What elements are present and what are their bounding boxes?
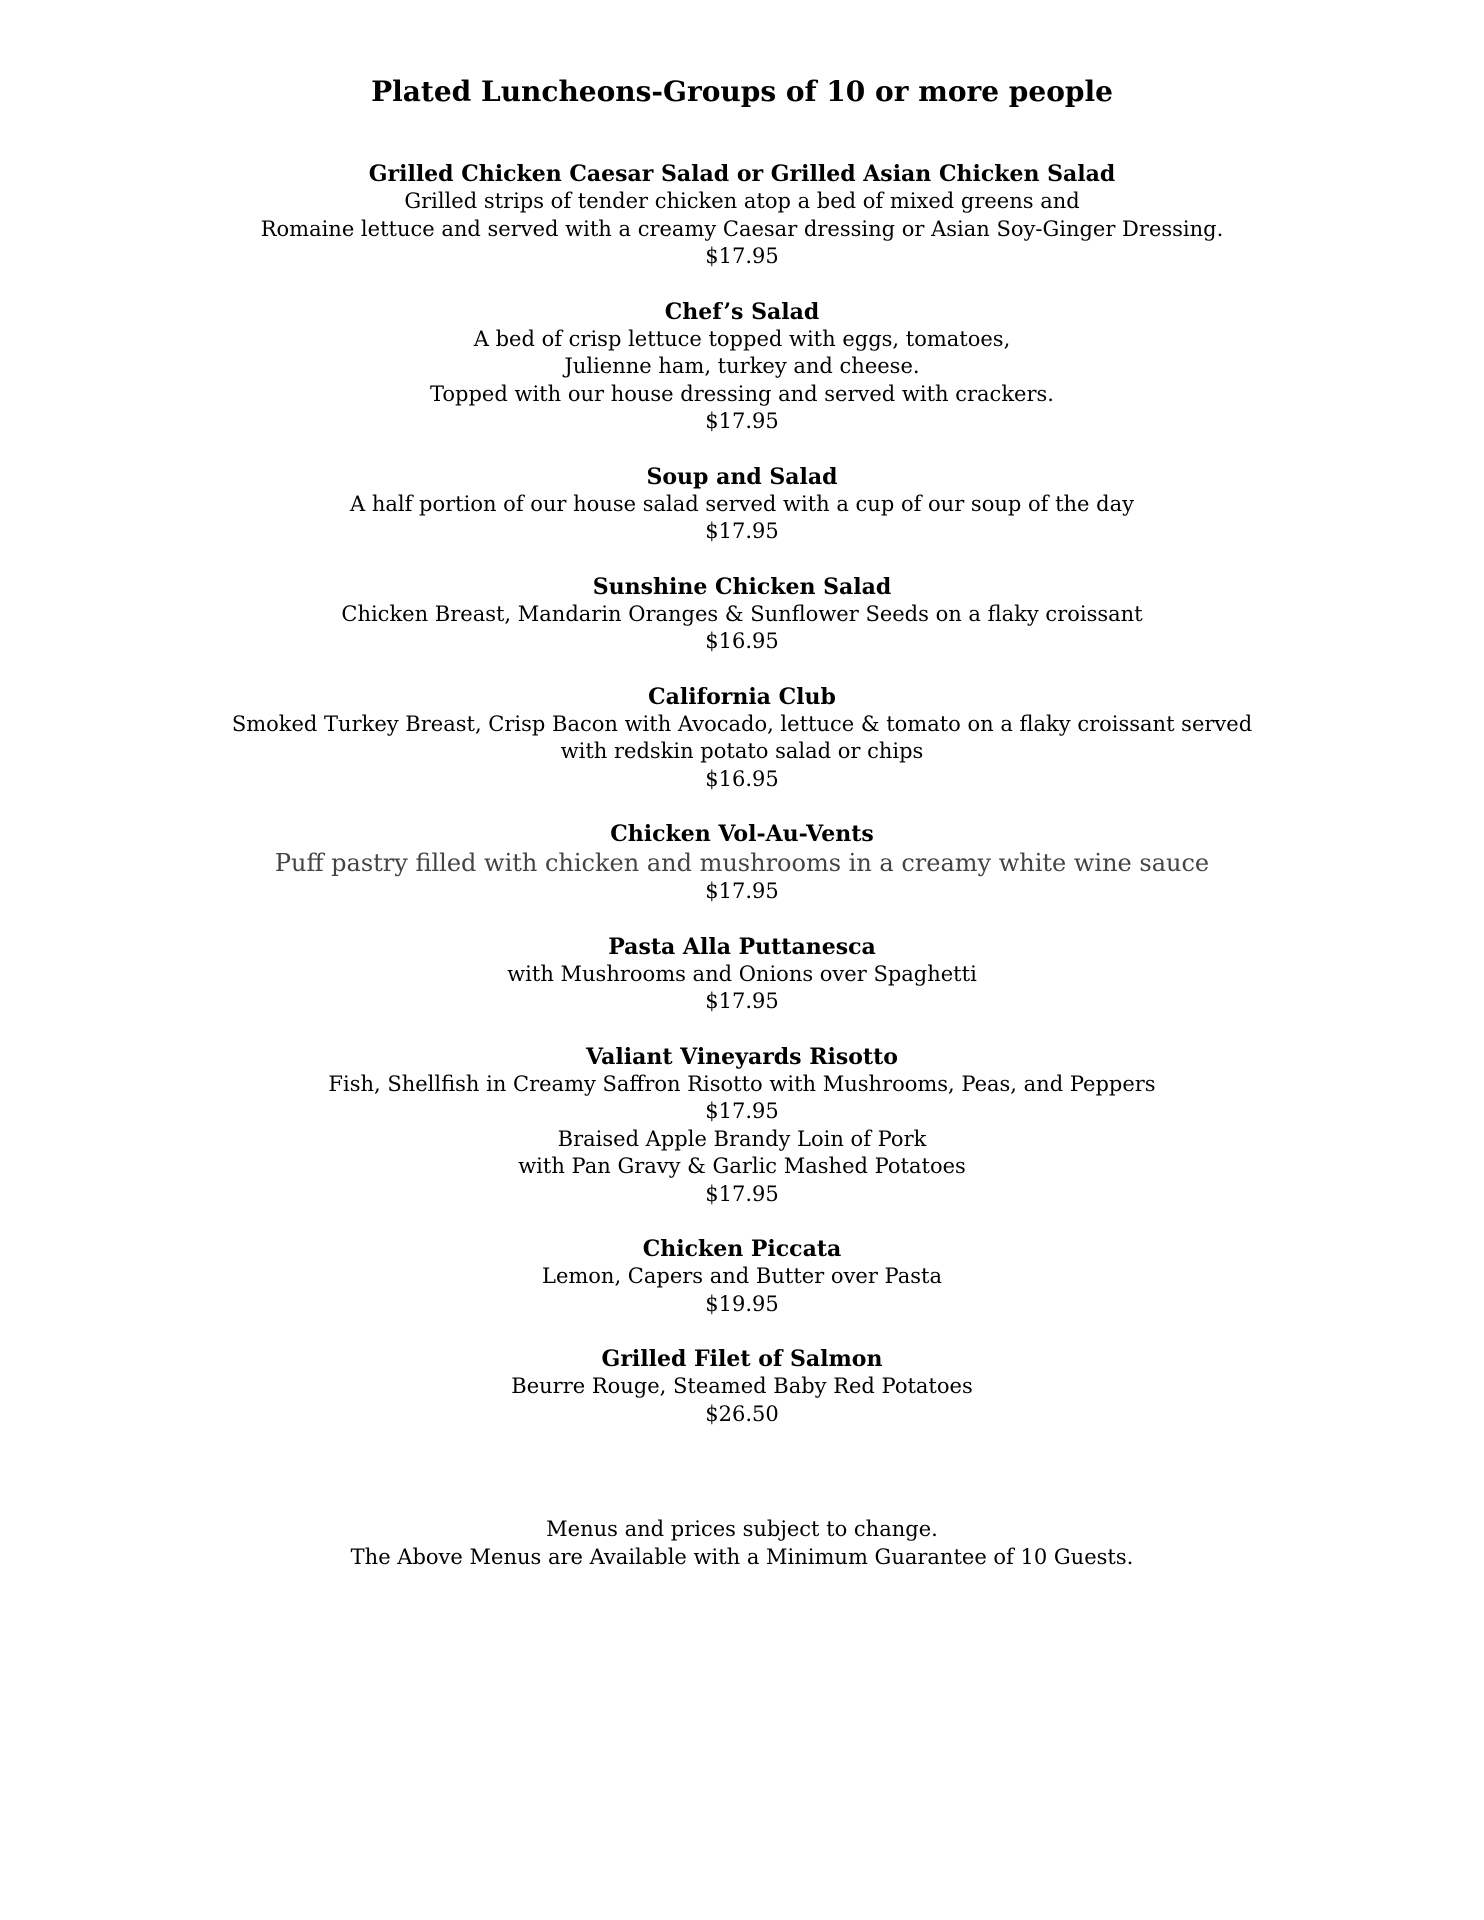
item-name: Soup and Salad bbox=[646, 463, 838, 490]
item-name: Sunshine Chicken Salad bbox=[592, 573, 892, 600]
item-description: A bed of crisp lettuce topped with eggs, tomatoes, bbox=[473, 326, 1011, 351]
item-price: $16.95 bbox=[705, 629, 779, 653]
item-name: Chicken Piccata bbox=[642, 1236, 842, 1262]
menu-item-valiant-vineyards-risotto bbox=[0, 1043, 1484, 1209]
menu-item-caesar-salad bbox=[0, 160, 1484, 271]
menu-item-chicken-vol-au-vents bbox=[0, 820, 1484, 906]
item-description: Grilled strips of tender chicken atop a bed of mixed greens and bbox=[404, 189, 1080, 213]
item-name: Grilled Chicken Caesar Salad or Grilled Asian Chicken Salad bbox=[368, 161, 1116, 187]
item-description: Lemon, Capers and Butter over Pasta bbox=[542, 1264, 942, 1288]
item-price: $26.50 bbox=[705, 1401, 779, 1426]
item-name: Grilled Filet of Salmon bbox=[601, 1346, 883, 1372]
item-description: Beurre Rouge, Steamed Baby Red Potatoes bbox=[511, 1374, 973, 1398]
item-name: Chef’s Salad bbox=[664, 298, 820, 325]
item-description: Puff pastry filled with chicken and mushrooms in a creamy white wine sauce bbox=[274, 849, 1210, 877]
menu-item-grilled-filet-of-salmon bbox=[0, 1345, 1484, 1428]
item-description: $17.95 bbox=[705, 1099, 779, 1123]
item-description: Chicken Breast, Mandarin Oranges & Sunflower Seeds on a flaky croissant bbox=[341, 601, 1143, 626]
item-description: with redskin potato salad or chips bbox=[560, 739, 924, 763]
item-price: $19.95 bbox=[705, 1291, 779, 1316]
menu-item-california-club bbox=[0, 683, 1484, 794]
item-description: Braised Apple Brandy Loin of Pork bbox=[557, 1126, 927, 1151]
item-price: $17.95 bbox=[705, 519, 779, 543]
item-name: Chicken Vol-Au-Vents bbox=[610, 821, 874, 847]
item-description: Topped with our house dressing and served with crackers. bbox=[430, 381, 1054, 406]
menu-item-sunshine-chicken-salad bbox=[0, 573, 1484, 656]
footer-note: The Above Menus are Available with a Minimum Guarantee of 10 Guests. bbox=[350, 1544, 1134, 1569]
menu-item-pasta-puttanesca bbox=[0, 933, 1484, 1016]
menu-item-soup-and-salad bbox=[0, 463, 1484, 546]
item-description: Fish, Shellfish in Creamy Saffron Risotto with Mushrooms, Peas, and Peppers bbox=[328, 1071, 1156, 1096]
item-price: $17.95 bbox=[705, 409, 779, 433]
page-title: Plated Luncheons-Groups of 10 or more people bbox=[371, 75, 1113, 108]
menu-footer bbox=[0, 1516, 1484, 1571]
menu-item-chefs-salad bbox=[0, 298, 1484, 436]
item-price: $17.95 bbox=[705, 879, 779, 903]
menu-items bbox=[0, 160, 1484, 1455]
item-description: Romaine lettuce and served with a creamy Caesar dressing or Asian Soy-Ginger Dressing. bbox=[260, 216, 1224, 241]
item-name: Pasta Alla Puttanesca bbox=[608, 933, 876, 960]
item-description: A half portion of our house salad served with a cup of our soup of the day bbox=[350, 491, 1134, 516]
item-description: with Pan Gravy & Garlic Mashed Potatoes bbox=[518, 1154, 966, 1178]
item-description: Julienne ham, turkey and cheese. bbox=[564, 354, 920, 378]
item-price: $17.95 bbox=[705, 244, 779, 268]
item-name: California Club bbox=[648, 683, 836, 710]
item-description: with Mushrooms and Onions over Spaghetti bbox=[507, 961, 977, 986]
item-price: $17.95 bbox=[705, 989, 779, 1013]
item-price: $17.95 bbox=[705, 1181, 779, 1206]
item-description: Smoked Turkey Breast, Crisp Bacon with Avocado, lettuce & tomato on a flaky croissant served bbox=[231, 711, 1253, 736]
menu-item-chicken-piccata bbox=[0, 1235, 1484, 1318]
item-price: $16.95 bbox=[705, 766, 779, 791]
footer-note: Menus and prices subject to change. bbox=[546, 1517, 938, 1541]
item-name: Valiant Vineyards Risotto bbox=[586, 1043, 898, 1070]
